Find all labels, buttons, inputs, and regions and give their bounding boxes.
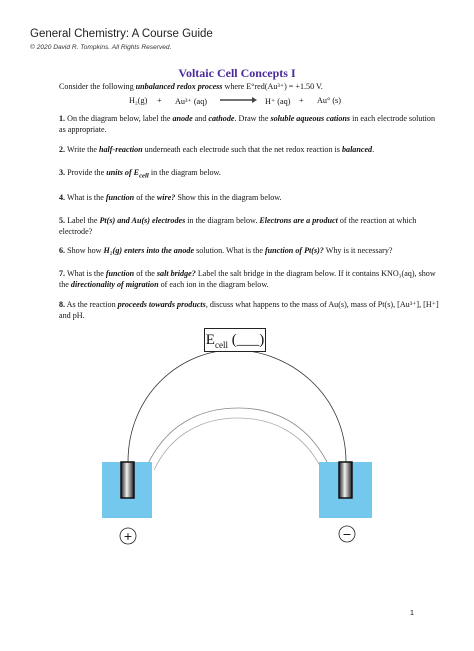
reactant-h2: H₂(g) <box>129 96 148 105</box>
ecell-voltmeter-box: $E_{cell}$ (___) <box>204 328 266 352</box>
left-electrode <box>121 462 134 498</box>
intro-tail: where E°red(Au³⁺) = +1.50 V. <box>222 82 323 91</box>
question-8: 8. As the reaction proceeds towards products, discuss what happens to the mass of Au(s), mass of Pt(s), [Au³⁺], [H⁺] and pH. <box>59 300 439 320</box>
reactant-au3: Au³⁺ (aq) <box>175 97 208 106</box>
positive-sign: + <box>123 530 133 543</box>
salt-bridge-outer <box>146 408 330 468</box>
question-3: 3. Provide the units of $E_{cell}$ in the diagram below. <box>59 168 221 180</box>
right-electrode <box>339 462 352 498</box>
product-h-plus: H⁺ (aq) <box>265 97 291 106</box>
reaction-plus-1: + <box>157 96 162 105</box>
question-2: 2. Write the half-reaction underneath each electrode such that the net redox reaction is balanced. <box>59 145 375 154</box>
copyright-notice: © 2020 David R. Tompkins. All Rights Reserved. <box>30 44 172 51</box>
wire <box>128 350 346 462</box>
document-title: Voltaic Cell Concepts I <box>178 66 296 80</box>
question-6: 6. Show how H₂(g) enters into the anode solution. What is the function of Pt(s)? Why is it necessary? <box>59 246 393 255</box>
negative-sign: − <box>342 528 352 541</box>
product-au: Au° (s) <box>317 96 341 105</box>
question-7: 7. What is the function of the salt bridge? Label the salt bridge in the diagram below. If it contains KNO₃(aq), show the directionality of migration of each ion in the diagram below. <box>59 269 436 289</box>
intro-lead: Consider the following <box>59 82 136 91</box>
page-number: 1 <box>409 608 414 617</box>
question-1: 1. On the diagram below, label the anode and cathode. Draw the soluble aqueous cations in each electrode solution as appropriate. <box>59 114 436 134</box>
reaction-plus-2: + <box>299 96 304 105</box>
course-title: General Chemistry: A Course Guide <box>30 28 213 40</box>
question-4: 4. What is the function of the wire? Show this in the diagram below. <box>59 193 282 202</box>
intro-emphasis: unbalanced redox process <box>135 82 223 91</box>
question-5: 5. Label the Pt(s) and Au(s) electrodes in the diagram below. Electrons are a product of the reaction at which electrode? <box>59 216 417 236</box>
